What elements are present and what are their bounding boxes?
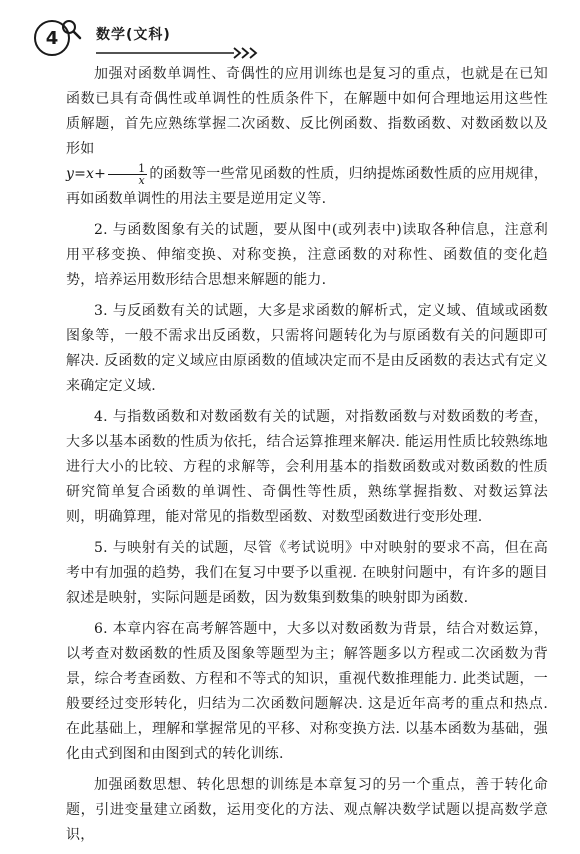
- paragraph-item-2: 2. 与函数图象有关的试题，要从图中(或列表中)读取各种信息，注意利用平移变换、伸缩变换、对称变换，注意函数的对称性、函数值的变化趋势，培养运用数形结合思想来解题的能力.: [66, 222, 548, 288]
- magnifier-icon: [60, 18, 82, 40]
- paragraph-item-4: 4. 与指数函数和对数函数有关的试题，对指数函数与对数函数的考查，大多以基本函数的性质为依托，结合运算推理来解决. 能运用性质比较熟练地进行大小的比较、方程的求解等，会利用基本的指数函数或对数函数的性质研究简单复合函数的单调性、奇偶性等性质，熟练掌握指数、对数运算法则，明确算理，能对常见的指数型函数、对数型函数进行变形处理.: [66, 409, 548, 525]
- paragraph-item-3: 3. 与反函数有关的试题，大多是求函数的解析式，定义域、值域或函数图象等，一般不需求出反函数，只需将问题转化为与原函数有关的问题即可解决. 反函数的定义域应由原函数的值域决定而不是由反函数的表达式有定义来确定定义域.: [66, 303, 548, 394]
- fraction-denominator: x: [138, 173, 145, 187]
- paragraph-item-6: 6. 本章内容在高考解答题中，大多以对数函数为背景，结合对数运算，以考查对数函数的性质及图象等题型为主；解答题多以方程或二次函数为背景，综合考查函数、方程和不等式的知识，重视代数推理能力. 此类试题，一般要经过变形转化，归结为二次函数问题解决. 这是近年高考的重点和热点. 在此基础上，理解和掌握常见的平移、对称变换方法. 以基本函数为基础，强化由式到图和由图到式的转化训练.: [66, 621, 548, 762]
- page-number: 4: [45, 27, 59, 49]
- page-header: [34, 18, 274, 62]
- paragraph-closing: 加强函数思想、转化思想的训练是本章复习的另一个重点，善于转化命题，引进变量建立函数，运用变化的方法、观点解决数学试题以提高数学意识，: [66, 777, 548, 843]
- arrow-rule-icon: [96, 46, 266, 60]
- fraction: [108, 163, 147, 186]
- paragraph-item-5: 5. 与映射有关的试题，尽管《考试说明》中对映射的要求不高，但在高考中有加强的趋势，我们在复习中要予以重视. 在映射问题中，有许多的题目叙述是映射，实际问题是函数，因为数集到数集的映射即为函数.: [66, 540, 548, 606]
- formula-lhs: y=x+: [66, 166, 107, 182]
- fraction-numerator: 1: [108, 163, 147, 175]
- page-body: [66, 62, 548, 854]
- paragraph-text: 的函数等一些常见函数的性质，归纳提炼函数性质的应用规律，再如函数单调性的用法主要是逆用定义等.: [66, 166, 548, 207]
- paragraph-text: 加强对函数单调性、奇偶性的应用训练也是复习的重点，也就是在已知函数已具有奇偶性或单调性的性质条件下，在解题中如何合理地运用这些性质解题，首先应熟练掌握二次函数、反比例函数、指数函数、对数函数以及形如: [66, 66, 548, 157]
- section-title: 数学(文科): [96, 27, 171, 43]
- paragraph-function-properties: [66, 62, 548, 212]
